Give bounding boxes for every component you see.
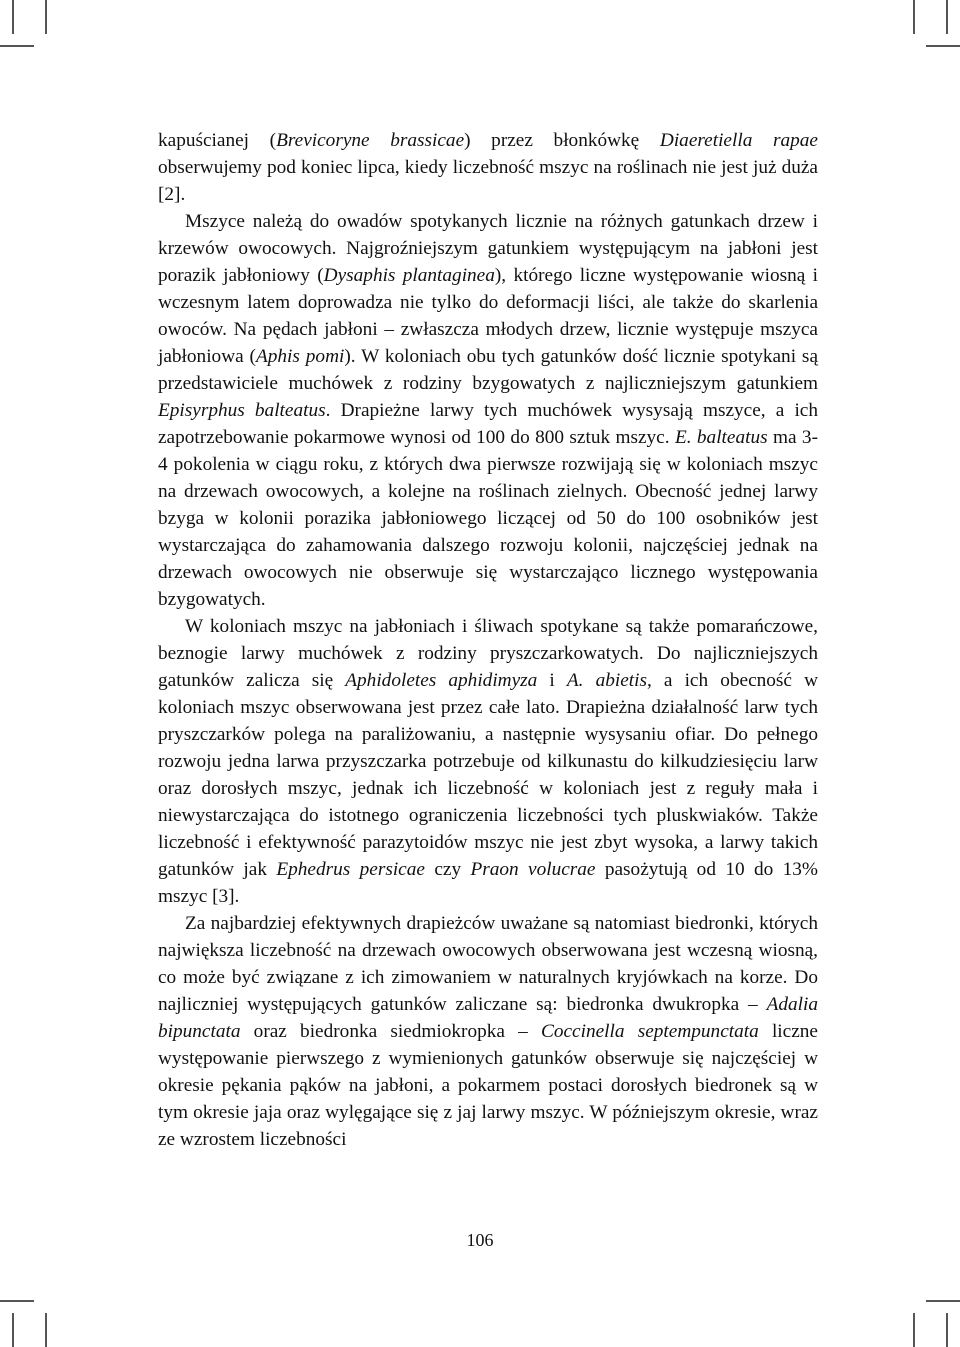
text-run: pasożytują od 10 do 13% mszyc [3]. (158, 859, 818, 907)
text-run: liczne występowanie pierwszego z wymienionych gatunków obserwuje się najczęściej w okresie pękania pąków na jabłoni, a pokarmem postaci dorosłych biedronek są w tym okresie jaja oraz wylęgające się z jaj larwy mszyc. W późniejszym okresie, wraz ze wzrostem liczebności (158, 1021, 818, 1150)
paragraph-4 (158, 910, 818, 1153)
crop-mark-top-right-vertical-inner (946, 0, 948, 34)
text-run: obserwujemy pod koniec lipca, kiedy liczebność mszyc na roślinach nie jest już duża [2]. (158, 157, 818, 205)
crop-mark-top-left-vertical-inner (12, 0, 14, 34)
text-run: ). W koloniach obu tych gatunków dość licznie spotykani są przedstawiciele muchówek z rodziny bzygowatych z najliczniejszym gatunkiem (158, 346, 818, 394)
text-run: , a ich obecność w koloniach mszyc obserwowana jest przez całe lato. Drapieżna działalność larw tych pryszczarków polega na paraliżowaniu, a następnie wysysaniu ofiar. Do pełnego rozwoju jedna larwa przyszczarka potrzebuje od kilkunastu do kilkudziesięciu larw oraz dorosłych mszyc, jednak ich liczebność w koloniach jest z reguły mała i niewystarczająca do istotnego ograniczenia liczebności tych pluskwiaków. Także liczebność i efektywność parazytoidów mszyc nie jest zbyt wysoka, a larwy takich gatunków jak (158, 670, 818, 880)
crop-mark-top-left-horizontal (0, 45, 34, 47)
paragraph-3 (158, 613, 818, 910)
species-name: Dysaphis plantaginea (323, 265, 495, 286)
paragraph-2 (158, 208, 818, 613)
crop-mark-bottom-left-vertical-inner (12, 1313, 14, 1347)
text-run: ) przez błonkówkę (464, 130, 660, 151)
species-name: Aphis pomi (255, 346, 345, 367)
species-name: Ephedrus persicae (276, 859, 425, 880)
species-name: Adalia bipunctata (158, 994, 818, 1042)
species-name: Episyrphus balteatus (158, 400, 326, 421)
crop-mark-bottom-left-horizontal (0, 1300, 34, 1302)
species-name: Coccinella septempunctata (541, 1021, 759, 1042)
text-run: W koloniach mszyc na jabłoniach i śliwach spotykane są także pomarańczowe, beznogie larwy muchówek z rodziny pryszczarkowatych. Do najliczniejszych gatunków zalicza się (158, 616, 818, 691)
crop-mark-top-right-vertical (913, 0, 915, 34)
body-text (158, 127, 818, 1153)
species-name: E. balteatus (674, 427, 768, 448)
text-run: ), którego liczne występowanie wiosną i wczesnym latem doprowadza nie tylko do deformacji liści, ale także do skarlenia owoców. Na pędach jabłoni – zwłaszcza młodych drzew, licznie występuje mszyca jabłoniowa ( (158, 265, 819, 367)
crop-mark-bottom-left-vertical (45, 1313, 47, 1347)
text-run: i (537, 670, 567, 691)
species-name: Brevicoryne brassicae (276, 130, 465, 151)
crop-mark-top-left-vertical (45, 0, 47, 34)
text-run: czy (424, 859, 471, 880)
crop-mark-top-right-horizontal (926, 45, 960, 47)
text-run: ma 3-4 pokolenia w ciągu roku, z których dwa pierwsze rozwijają się w koloniach mszyc na drzewach owocowych, a kolejne na roślinach zielnych. Obecność jednej larwy bzyga w kolonii porazika jabłoniowego liczącej od 50 do 100 osobników jest wystarczająca do zahamowania dalszego rozwoju kolonii, najczęściej jednak na drzewach owocowych nie obserwuje się wystarczająco licznego występowania bzygowatych. (158, 427, 818, 610)
text-run: . Drapieżne larwy tych muchówek wysysają mszyce, a ich zapotrzebowanie pokarmowe wynosi od 100 do 800 sztuk mszyc. (158, 400, 819, 448)
species-name: Diaeretiella rapae (659, 130, 818, 151)
text-run: Za najbardziej efektywnych drapieżców uważane są natomiast biedronki, których największa liczebność na drzewach owocowych obserwowana jest wczesną wiosną, co może być związane z ich zimowaniem w naturalnych kryjówkach na korze. Do najliczniej występujących gatunków zaliczane są: biedronka dwukropka – (158, 913, 818, 1015)
text-run: Mszyce należą do owadów spotykanych licznie na różnych gatunkach drzew i krzewów owocowych. Najgroźniejszym gatunkiem występującym na jabłoni jest porazik jabłoniowy ( (158, 211, 818, 286)
crop-mark-bottom-right-vertical-inner (946, 1313, 948, 1347)
crop-mark-bottom-right-vertical (913, 1313, 915, 1347)
species-name: Praon volucrae (470, 859, 596, 880)
species-name: A. abietis (566, 670, 647, 691)
page-number: 106 (466, 1230, 494, 1250)
text-run: kapuścianej ( (158, 130, 277, 151)
text-run: oraz biedronka siedmiokropka – (240, 1021, 541, 1042)
paragraph-1 (158, 127, 818, 208)
crop-mark-bottom-right-horizontal (926, 1300, 960, 1302)
species-name: Aphidoletes aphidimyza (345, 670, 538, 691)
